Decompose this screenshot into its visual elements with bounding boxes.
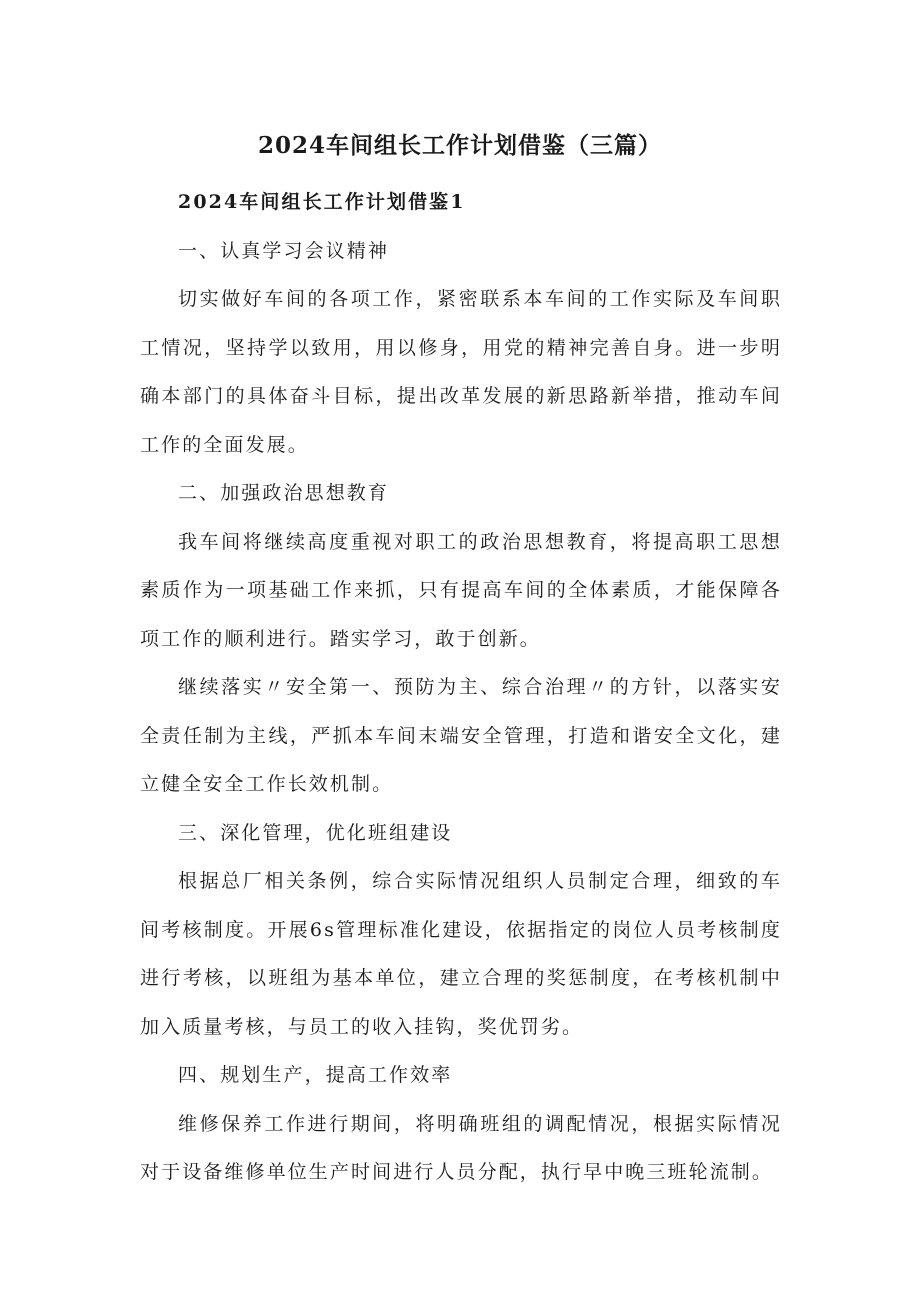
heading-3: 三、深化管理，优化班组建设 [178, 821, 453, 844]
paragraph-1: 切实做好车间的各项工作，紧密联系本车间的工作实际及车间职工情况，坚持学以致用，用以修身，用党的精神完善自身。进一步明确本部门的具体奋斗目标，提出改革发展的新思路新举措，推动车间工作的全面发展。 [140, 288, 782, 456]
heading-2: 二、加强政治思想教育 [178, 482, 390, 504]
heading-4: 四、规划生产，提高工作效率 [178, 1064, 453, 1086]
paragraph-3: 继续落实〃安全第一、预防为主、综合治理〃的方针，以落实安全责任制为主线，严抓本车间末端安全管理，打造和谐安全文化，建立健全安全工作长效机制。 [140, 676, 782, 795]
heading-1: 一、认真学习会议精神 [178, 239, 390, 262]
paragraph-2: 我车间将继续高度重视对职工的政治思想教育，将提高职工思想素质作为一项基础工作来抓，只有提高车间的全体素质，才能保障各项工作的顺利进行。踏实学习，敢于创新。 [140, 530, 782, 650]
paragraph-4: 根据总厂相关条例，综合实际情况组织人员制定合理，细致的车间考核制度。开展6s管理标准化建设，依据指定的岗位人员考核制度进行考核，以班组为基本单位，建立合理的奖惩制度，在考核机制中加入质量考核，与员工的收入挂钩，奖优罚劣。 [140, 870, 782, 1038]
section-subtitle: 2024车间组长工作计划借鉴1 [178, 191, 466, 213]
document-body [140, 178, 782, 1197]
paragraph-5: 维修保养工作进行期间，将明确班组的调配情况，根据实际情况对于设备维修单位生产时间进行人员分配，执行早中晚三班轮流制。 [140, 1112, 782, 1183]
document-title: 2024车间组长工作计划借鉴（三篇） [257, 132, 662, 159]
